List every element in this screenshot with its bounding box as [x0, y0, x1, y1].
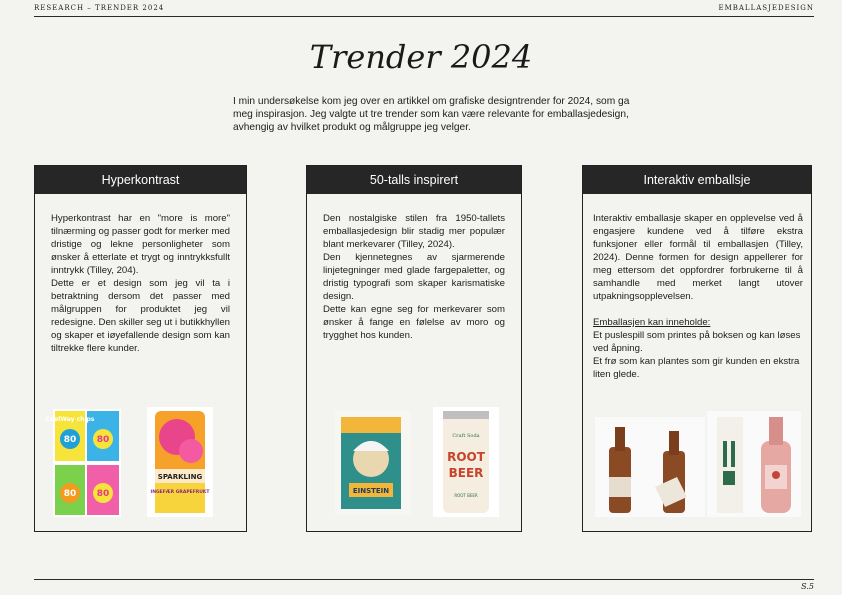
chips-number-text: 80 [63, 435, 77, 445]
card-paragraph: Den nostalgiske stilen fra 1950-tallets emballasjedesign blir stadig mer populær blant merkevarer (Tilley, 2024). [323, 213, 505, 250]
card-images [583, 411, 811, 519]
top-bar [34, 0, 814, 17]
card-body [35, 194, 246, 355]
card-images [307, 407, 521, 517]
list-item: Et frø som kan plantes som gir kunden en ekstra liten glede. [593, 356, 800, 380]
section-label: RESEARCH – TRENDER 2024 [34, 4, 165, 12]
chips-bags-image [45, 409, 121, 517]
card-title: Interaktiv emballsje [583, 166, 811, 194]
svg-text:80: 80 [96, 489, 110, 499]
soda-label: ROOT BEER [454, 493, 478, 498]
sparkling-can-image [147, 407, 213, 517]
root-beer-can-image [433, 407, 499, 517]
footer-line [34, 579, 814, 580]
card-hyperkontrast [34, 165, 247, 532]
card-subheading: Emballasjen kan inneholde: [593, 317, 711, 328]
document-label: EMBALLASJEDESIGN [718, 4, 814, 12]
wine-bottles-image [707, 411, 801, 517]
soda-sub: Craft Soda [452, 433, 480, 439]
card-interaktiv [582, 165, 812, 532]
svg-text:ROOT: ROOT [447, 450, 485, 464]
box-label: EINSTEIN [352, 487, 390, 495]
card-paragraph: Dette er et design som jeg vil ta i betraktning dersom det passer med målgruppen for produktet jeg vil redesigne. Den skiller seg ut i butikkhyllen og skaper et iøyefallende design som kan tiltrekke flere kunder. [51, 278, 230, 354]
chips-brand-text: CoolWay chips [45, 416, 95, 423]
can-label: SPARKLING [157, 473, 203, 481]
card-paragraph: Dette kan egne seg for merkevarer som ønsker å fange en følelse av moro og trygghet hos kunden. [323, 304, 505, 341]
bottles-image [595, 417, 705, 517]
intro-text: I min undersøkelse kom jeg over en artikkel om grafiske designtrender for 2024, som ga meg inspirasjon. Jeg valgte ut tre trender som kan være relevante for emballasjedesign, avhengig av hvilket produkt og målgruppe jeg velger. [233, 96, 630, 133]
card-paragraph: Interaktiv emballasje skaper en opplevelse ved å engasjere kundene ved å tilføre ekstra funksjoner eller formål til emballasjen (Tilley, 2024). Denne formen for design appellerer for meg ettersom det oppfordrer forbrukerne til å samhandle med merket langt utover utpakningsopplevelsen. [593, 213, 803, 302]
list-item: Et puslespill som printes på boksen og kan løses ved åpning. [593, 330, 801, 354]
card-images [35, 407, 246, 517]
card-title: 50-talls inspirert [307, 166, 521, 194]
svg-text:80: 80 [63, 489, 77, 499]
page-number: S.5 [801, 582, 814, 591]
card-paragraph: Den kjennetegnes av sjarmerende linjetegninger med glade fargepaletter, og dristig typografi som skaper karismatiske design. [323, 252, 505, 302]
einstein-box-image [335, 411, 411, 515]
card-paragraph: Hyperkontrast har en "more is more" tilnærming og passer godt for merker med dristige og lekne personligheter som ønsker å etterlate et trygt og inntrykksfullt inntrykk (Tilley, 204). [51, 213, 230, 276]
page-title: Trender 2024 [309, 38, 533, 76]
card-50-talls [306, 165, 522, 532]
card-title: Hyperkontrast [35, 166, 246, 194]
card-body [307, 194, 521, 342]
can-flavour: INGEFÆR GRAPEFRUKT [150, 490, 210, 495]
svg-text:80: 80 [96, 435, 110, 445]
svg-text:BEER: BEER [448, 466, 484, 480]
card-body [583, 194, 811, 381]
